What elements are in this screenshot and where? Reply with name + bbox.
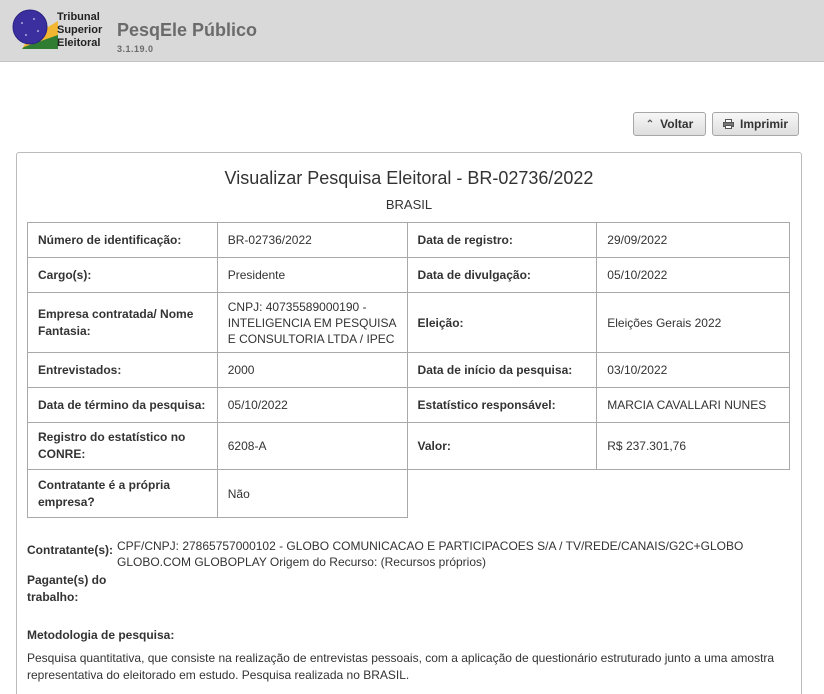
label-data-termino: Data de término da pesquisa: xyxy=(28,388,218,423)
label-contratante-propria: Contratante é a própria empresa? xyxy=(28,470,218,518)
label-estatistico: Estatístico responsável: xyxy=(407,388,597,423)
metodologia-value: Pesquisa quantitativa, que consiste na realização de entrevistas pessoais, com a aplicação de questionário estruturado junto a uma amostra representativa do eleitorado em estudo. Pesquisa realizada no BRASIL. xyxy=(27,651,775,682)
value-data-divulgacao: 05/10/2022 xyxy=(597,258,790,293)
value-data-inicio: 03/10/2022 xyxy=(597,353,790,388)
value-identificacao: BR-02736/2022 xyxy=(217,223,407,258)
print-button-label: Imprimir xyxy=(739,117,788,131)
table-row xyxy=(28,293,790,353)
value-estatistico: MARCIA CAVALLARI NUNES xyxy=(597,388,790,423)
print-button[interactable] xyxy=(712,112,799,136)
metodologia-label: Metodologia de pesquisa: xyxy=(27,628,175,642)
pagante-label: Pagante(s) do trabalho: xyxy=(27,573,107,604)
value-eleicao: Eleições Gerais 2022 xyxy=(597,293,790,353)
app-header xyxy=(0,0,824,62)
label-conre: Registro do estatístico no CONRE: xyxy=(28,423,218,470)
label-valor: Valor: xyxy=(407,423,597,470)
label-data-divulgacao: Data de divulgação: xyxy=(407,258,597,293)
org-line: Superior xyxy=(57,24,103,36)
label-cargo: Cargo(s): xyxy=(28,258,218,293)
value-data-termino: 05/10/2022 xyxy=(217,388,407,423)
table-row xyxy=(28,388,790,423)
label-eleicao: Eleição: xyxy=(407,293,597,353)
back-button[interactable] xyxy=(633,112,706,136)
table-row xyxy=(28,470,790,518)
label-identificacao: Número de identificação: xyxy=(28,223,218,258)
value-conre: 6208-A xyxy=(217,423,407,470)
org-line: Eleitoral xyxy=(57,37,101,49)
value-cargo: Presidente xyxy=(217,258,407,293)
app-title: PesqEle Público xyxy=(117,20,258,40)
app-version: 3.1.19.0 xyxy=(117,44,154,54)
printer-icon xyxy=(723,119,734,129)
org-name xyxy=(57,11,102,50)
value-contratante-propria: Não xyxy=(217,470,407,518)
label-data-registro: Data de registro: xyxy=(407,223,597,258)
value-data-registro: 29/09/2022 xyxy=(597,223,790,258)
page-title: Visualizar Pesquisa Eleitoral - BR-02736/2022 xyxy=(224,168,594,188)
table-row xyxy=(28,258,790,293)
contratante-value: CPF/CNPJ: 27865757000102 - GLOBO COMUNICACAO E PARTICIPACOES S/A / TV/REDE/CANAIS/G2C+GLOBO GLOBO.COM GLOBOPLAY Origem do Recurso: (Recursos próprios) xyxy=(117,539,744,569)
table-row xyxy=(28,423,790,470)
value-valor: R$ 237.301,76 xyxy=(597,423,790,470)
contratante-label: Contratante(s): xyxy=(27,543,113,557)
tse-logo-icon[interactable] xyxy=(12,9,58,51)
org-line: Tribunal xyxy=(57,11,100,23)
survey-info-table xyxy=(27,222,790,518)
table-row xyxy=(28,353,790,388)
survey-panel xyxy=(16,152,802,694)
chevron-up-icon: ⌃ xyxy=(645,118,655,130)
label-data-inicio: Data de início da pesquisa: xyxy=(407,353,597,388)
label-empresa: Empresa contratada/ Nome Fantasia: xyxy=(28,293,218,353)
value-entrevistados: 2000 xyxy=(217,353,407,388)
table-row xyxy=(28,223,790,258)
label-entrevistados: Entrevistados: xyxy=(28,353,218,388)
value-empresa: CNPJ: 40735589000190 - INTELIGENCIA EM PESQUISA E CONSULTORIA LTDA / IPEC xyxy=(217,293,407,353)
back-button-label: Voltar xyxy=(660,117,694,131)
page-subtitle: BRASIL xyxy=(385,197,433,212)
